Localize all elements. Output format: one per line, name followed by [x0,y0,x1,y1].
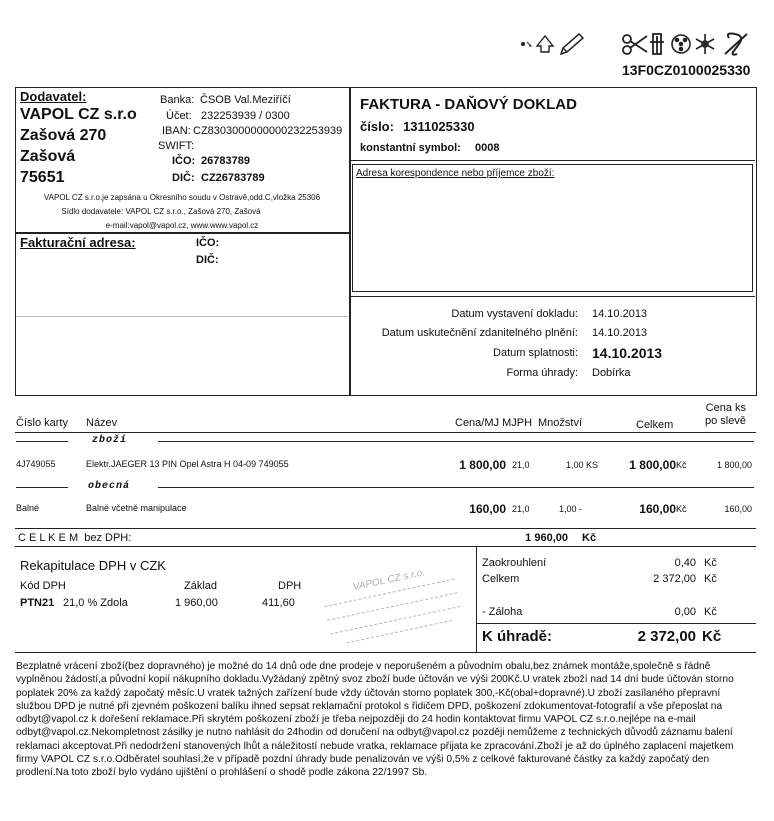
vat-amount: 411,60 [262,597,295,609]
vat-base: 1 960,00 [175,597,218,609]
invoice-number: 1311025330 [403,119,475,134]
total-without-vat-value: 1 960,00 [525,532,568,544]
row-qty: 1,00 KS [565,460,598,470]
ico-label: IČO: [172,155,196,167]
pointer-icon [522,42,532,46]
billing-ico-label: IČO: [196,237,220,249]
table-header-line [15,432,756,433]
celkem-label: Celkem [482,573,520,585]
row-discount: 160,00 [724,504,752,514]
constant-symbol-label: konstantní symbol: [360,142,461,154]
document-code: 13F0CZ0100025330 [622,62,751,78]
taxable-value: 14.10.2013 [592,327,648,339]
row-currency: Kč [676,460,687,470]
invoice-title: FAKTURA - DAŇOVÝ DOKLAD [360,96,577,113]
row-total: 1 800,00 [629,458,676,472]
pay-line [476,623,756,624]
row-vat: 21,0 [512,504,530,514]
vat-base-header: Základ [184,580,218,592]
row-name: Balné včetně manipulace [86,503,187,513]
vat-rate: 21,0 % Zdola [63,597,128,609]
dates-divider [349,296,755,297]
totals-bottom-line [15,546,756,547]
group-line-left [16,441,68,442]
celkem-currency: Kč [704,573,717,585]
dic-value: CZ26783789 [201,172,265,184]
supplier-zip: 75651 [20,169,65,186]
total-without-vat-currency: Kč [582,532,597,544]
vat-recap-title: Rekapitulace DPH v CZK [20,558,166,573]
swift-label: SWIFT: [158,140,195,152]
payment-value: Dobírka [592,367,631,379]
iban-label: IBAN: [162,125,191,137]
rounding-label: Zaokrouhlení [482,557,547,569]
advance-currency: Kč [704,606,717,618]
vat-code: PTN21 [20,597,55,609]
cross-icon [650,34,664,54]
account-value: 232253939 / 0300 [201,110,290,122]
payment-label: Forma úhrady: [506,367,578,379]
billing-box [15,232,351,396]
constant-symbol-value: 0008 [475,142,500,154]
rounding-value: 0,40 [674,557,696,569]
correspondence-box [352,164,753,292]
group-line-left [16,487,68,488]
issued-label: Datum vystavení dokladu: [451,308,578,320]
vat-amount-header: DPH [278,580,302,592]
advance-label: - Záloha [482,606,523,618]
seat-note: Sídlo dodavatele: VAPOL CZ s.r.o., Zašová 270, Zašová [61,207,261,216]
company-stamp [314,557,475,657]
group-label: zboží [92,435,128,446]
scissors-icon [623,35,647,54]
radiation-icon [672,35,690,53]
billing-heading: Fakturační adresa: [20,235,136,250]
celkem-value: 2 372,00 [653,573,696,585]
contact-note: e-mail:vapol@vapol.cz, www.www.vapol.cz [105,221,259,230]
pay-currency: Kč [702,628,722,645]
handling-icons [517,30,757,60]
advance-value: 0,00 [674,606,696,618]
row-vat: 21,0 [512,460,530,470]
group-line-right [158,441,754,442]
stamp-text: VAPOL CZ s.r.o. [351,567,426,594]
row-name: Elektr.JAEGER 13 PIN Opel Astra H 04-09 749055 [86,459,289,469]
header-card: Číslo karty [16,417,68,429]
account-label: Účet: [166,110,192,122]
vat-code-header: Kód DPH [20,580,66,592]
row-card: 4J749055 [16,459,56,469]
due-label: Datum splatnosti: [493,347,578,359]
dic-label: DIČ: [172,172,195,184]
ico-value: 26783789 [201,155,250,167]
recycle-icon [537,36,553,52]
pencil-icon [561,34,583,54]
pay-label: K úhradě: [482,628,553,645]
issued-value: 14.10.2013 [592,308,648,320]
terms-text: Bezplatné vrácení zboží(bez dopravného) je možné do 14 dnů ode dne prodeje v neporušeném a původním obalu,bez známek montáže,společně s řádně vyplněnou žádostí,a původní kopií nákupního dokladu.Vyžádaný zpětný svoz zboží bude účtován ve výši 200Kč.U vratek zboží nad 14 dní bude účtován storno poplatek 20% za každý započatý měsíc.U vratek tažných zařízení bude vždy účtován storno poplatek 300,-Kč(obal+dopravné).U zboží zasílaného přepravní službou DPD je nutné při zjevném poškození balíku ihned sepsat reklamační protokol s řidičem DPD, poškození zdokumentovat-fotografií a vše přeposlat na odbyt@vapol.cz k dořešení reklamace.Při skrytém poškození zboží je třeba nejpozději do 24 hodin kontaktovat firmu VAPOL CZ s.r.o.nejlépe na e-mail odbyt@vapol.cz.Nekompletnost zásilky je nutno nahlásit do 24hodin od doručení na odbyt@vapol.cz později nemůžeme z technických důvodů záznamu balení reklamaci akceptovat.Při nedodržení stanovených lhůt a náležitostí nebude vratka, reklamace přijata ke zpracování.Zboží je až do úplného zaplacení majetkem firmy VAPOL CZ s.r.o.Odběratel souhlasí,že v případě pozdní úhrady bude penalizován ve výši 0,5% z celkové fakturované částky za každý započatý den prodlení.Na toto zboží bylo vydáno ujištění o prohlášení o shodě podle zákona 22/1997 Sb. [16,661,734,779]
faded-line [16,316,348,317]
pay-value: 2 372,00 [637,628,696,645]
register-note: VAPOL CZ s.r.o.je zapsána u Okresního soudu v Ostravě,odd.C,vložka 25306 [43,193,321,202]
header-discount-1: Cena ks [705,402,746,414]
snowflake-icon [696,34,714,54]
totals-top-line [15,528,756,529]
supplier-heading: Dodavatel: [20,89,87,104]
iban-value: CZ8303000000000232253939 [193,125,343,137]
row-qty: 1,00 - [558,504,582,514]
header-discount-2: po slevě [705,415,746,427]
invoice-divider [349,160,755,161]
supplier-city: Zašová [20,148,76,165]
supplier-name: VAPOL CZ s.r.o [20,106,137,123]
group-label: obecná [88,481,131,492]
header-qty: Množství [538,417,583,429]
correspondence-label: Adresa korespondence nebo příjemce zboží: [356,168,555,179]
supplier-street: Zašová 270 [20,127,107,144]
row-card: Balné [16,503,40,513]
invoice-number-label: číslo: [360,119,394,134]
header-total: Celkem [636,419,674,431]
row-discount: 1 800,00 [716,460,752,470]
taxable-label: Datum uskutečnění zdanitelného plnění: [381,327,578,339]
summary-vline [476,546,477,652]
no-hook-icon [725,34,747,55]
summary-bottom-line [15,652,756,653]
bank-value: ČSOB Val.Meziříčí [200,94,291,106]
total-without-vat-label: C E L K E M bez DPH: [18,532,132,544]
row-total: 160,00 [639,502,676,516]
row-price: 1 800,00 [459,458,506,472]
bank-label: Banka: [160,94,195,106]
rounding-currency: Kč [704,557,717,569]
row-currency: Kč [676,504,687,514]
header-price: Cena/MJ MJPH [455,417,533,429]
group-line-right [158,487,754,488]
due-value: 14.10.2013 [592,345,663,361]
billing-dic-label: DIČ: [196,254,219,266]
row-price: 160,00 [469,502,506,516]
header-name: Název [86,417,118,429]
